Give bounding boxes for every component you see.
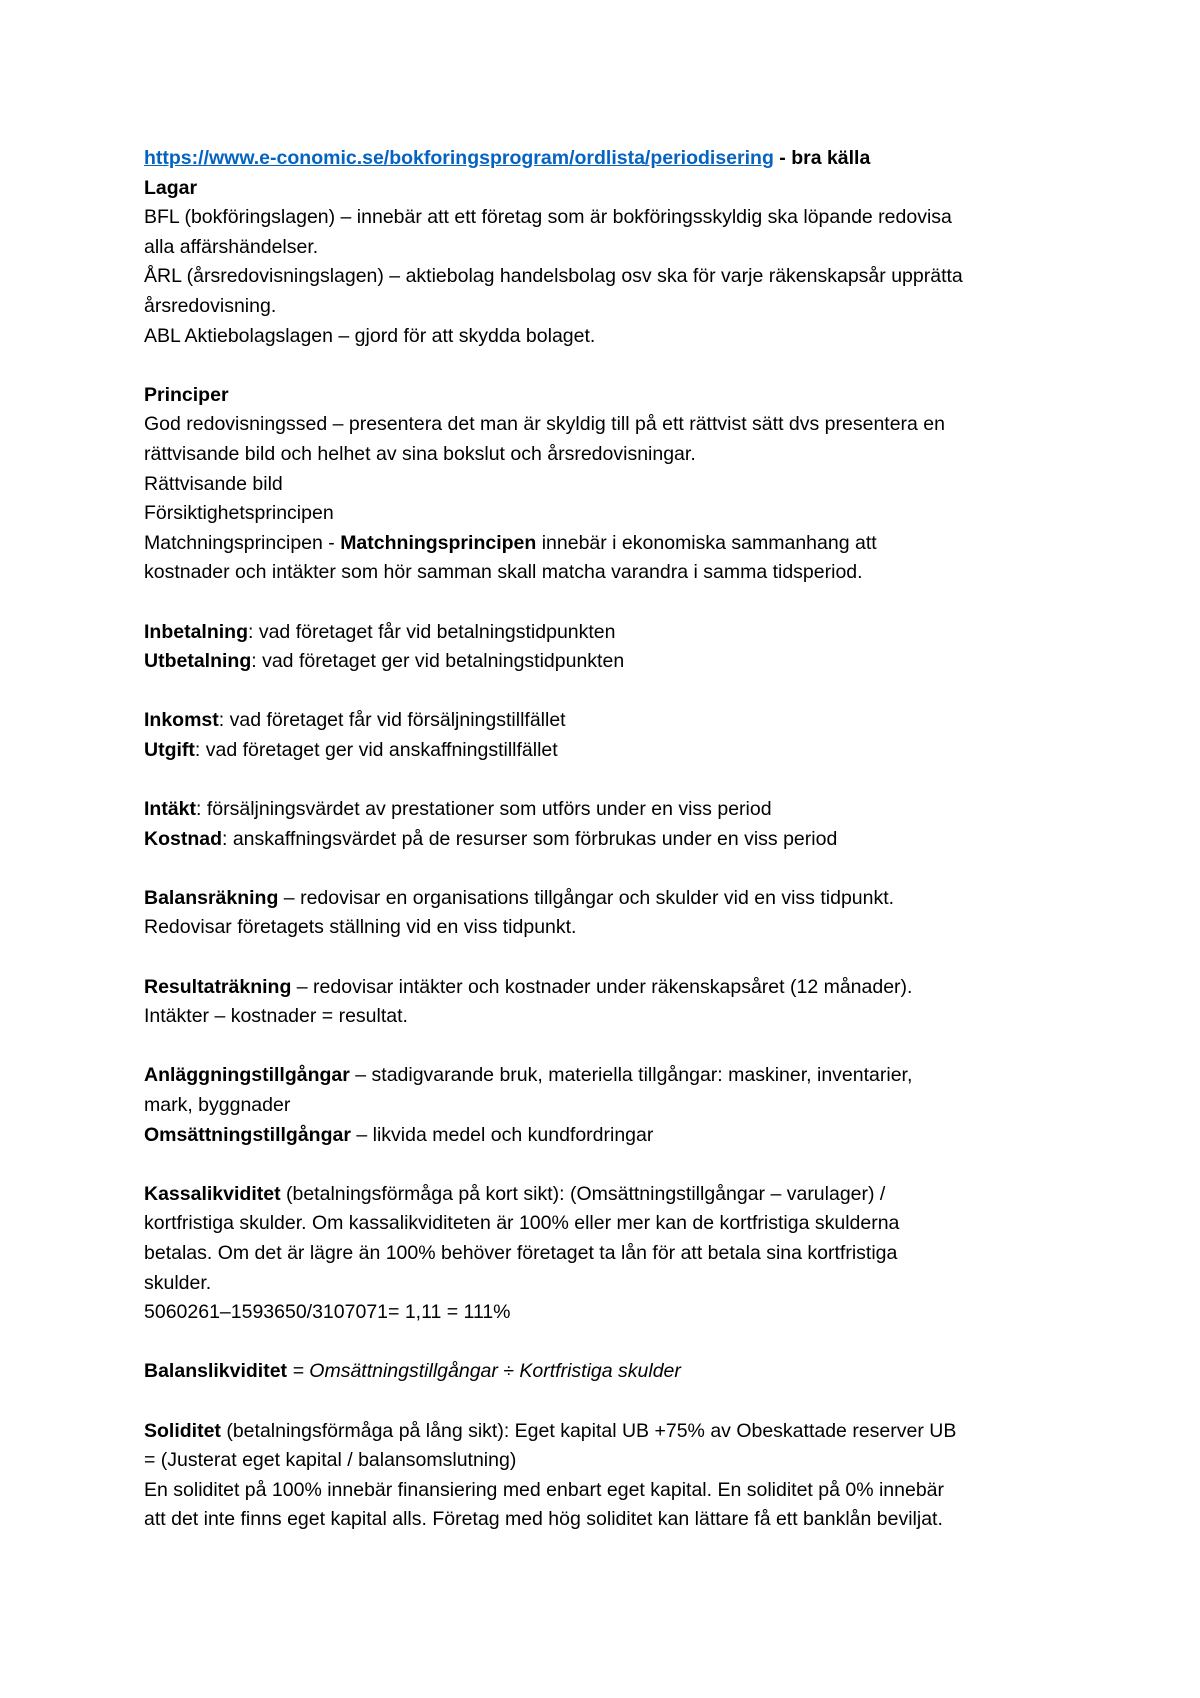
text-line: Intäkter – kostnader = resultat. — [144, 1005, 408, 1028]
matchning-prefix: Matchningsprincipen - — [144, 531, 341, 554]
definition-anlaggningstillgangar — [144, 1061, 1074, 1091]
spacer — [144, 677, 1074, 707]
heading-lagar: Lagar — [144, 176, 198, 199]
spacer — [144, 1032, 1074, 1062]
definition-utbetalning — [144, 647, 1074, 677]
document-page — [144, 144, 1074, 1535]
text-line: God redovisningssed – presentera det man är skyldig till på ett rättvist sätt dvs presentera en — [144, 413, 945, 436]
definition: : vad företaget får vid försäljningstillfället — [218, 709, 566, 732]
definition-inkomst — [144, 706, 1074, 736]
definition-utgift — [144, 736, 1074, 766]
text-line: skulder. — [144, 1271, 212, 1294]
term: Balansräkning — [144, 886, 279, 909]
definition-balansrakning — [144, 884, 1074, 914]
calculation-line: 5060261–1593650/3107071= 1,11 = 111% — [144, 1301, 511, 1324]
definition: : vad företaget ger vid betalningstidpunkten — [251, 650, 625, 673]
term: Inkomst — [144, 709, 219, 732]
spacer — [144, 1150, 1074, 1180]
heading-principer: Principer — [144, 383, 229, 406]
spacer — [144, 1328, 1074, 1358]
text-line: Försiktighetsprincipen — [144, 502, 334, 525]
term: Balanslikviditet — [144, 1360, 288, 1383]
term: Resultaträkning — [144, 975, 292, 998]
text-line: kostnader och intäkter som hör samman skall matcha varandra i samma tidsperiod. — [144, 561, 863, 584]
definition: (betalningsförmåga på lång sikt): Eget kapital UB +75% av Obeskattade reserver UB — [220, 1419, 957, 1442]
definition-kostnad — [144, 825, 1074, 855]
term: Inbetalning — [144, 620, 248, 643]
definition-kassalikviditet — [144, 1180, 1074, 1210]
term: Omsättningstillgångar — [144, 1123, 351, 1146]
text-line: ÅRL (årsredovisningslagen) – aktiebolag handelsbolag osv ska för varje räkenskapsår upprätta — [144, 265, 963, 288]
text-line: En soliditet på 100% innebär finansiering med enbart eget kapital. En soliditet på 0% innebär — [144, 1478, 945, 1501]
definition-omsattningstillgangar — [144, 1121, 1074, 1151]
text-line: alla affärshändelser. — [144, 235, 319, 258]
text-line: BFL (bokföringslagen) – innebär att ett företag som är bokföringsskyldig ska löpande redovisa — [144, 206, 952, 229]
spacer — [144, 588, 1074, 618]
spacer — [144, 854, 1074, 884]
definition-inbetalning — [144, 618, 1074, 648]
definition: : anskaffningsvärdet på de resurser som förbrukas under en viss period — [222, 827, 838, 850]
spacer — [144, 1387, 1074, 1417]
spacer — [144, 943, 1074, 973]
text-line: att det inte finns eget kapital alls. Företag med hög soliditet kan lättare få ett banklån beviljat. — [144, 1508, 943, 1531]
matchning-line — [144, 529, 1074, 559]
term: Soliditet — [144, 1419, 221, 1442]
matchning-def: innebär i ekonomiska sammanhang att — [536, 531, 877, 554]
definition: : försäljningsvärdet av prestationer som utförs under en viss period — [196, 798, 772, 821]
definition: – stadigvarande bruk, materiella tillgångar: maskiner, inventarier, — [349, 1064, 913, 1087]
text-line: rättvisande bild och helhet av sina bokslut och årsredovisningar. — [144, 442, 696, 465]
text-line: Redovisar företagets ställning vid en viss tidpunkt. — [144, 916, 577, 939]
definition: (betalningsförmåga på kort sikt): (Omsättningstillgångar – varulager) / — [280, 1182, 886, 1205]
term: Kostnad — [144, 827, 222, 850]
definition-resultatrakning — [144, 973, 1074, 1003]
text-line: kortfristiga skulder. Om kassalikviditeten är 100% eller mer kan de kortfristiga skulderna — [144, 1212, 900, 1235]
definition: : vad företaget får vid betalningstidpunkten — [248, 620, 616, 643]
text-line: mark, byggnader — [144, 1094, 291, 1116]
term: Utbetalning — [144, 650, 252, 673]
term: Anläggningstillgångar — [144, 1064, 350, 1087]
matchning-term: Matchningsprincipen — [340, 531, 537, 554]
source-suffix: - bra källa — [773, 147, 871, 169]
definition: – likvida medel och kundfordringar — [350, 1123, 654, 1146]
text-line: årsredovisning. — [144, 294, 277, 317]
text-line: betalas. Om det är lägre än 100% behöver företaget ta lån för att betala sina kortfristiga — [144, 1241, 898, 1264]
formula: = Omsättningstillgångar ÷ Kortfristiga skulder — [287, 1360, 681, 1383]
term: Intäkt — [144, 798, 197, 821]
text-line: Rättvisande bild — [144, 472, 283, 495]
source-line — [144, 144, 1074, 174]
definition: – redovisar en organisations tillgångar och skulder vid en viss tidpunkt. — [278, 886, 895, 909]
term: Kassalikviditet — [144, 1182, 281, 1205]
text-line: = (Justerat eget kapital / balansomslutning) — [144, 1449, 517, 1472]
definition-intakt — [144, 795, 1074, 825]
text-line: ABL Aktiebolagslagen – gjord för att skydda bolaget. — [144, 324, 596, 347]
source-link[interactable]: https://www.e-conomic.se/bokforingsprogram/ordlista/periodisering — [144, 147, 774, 169]
term: Utgift — [144, 738, 195, 761]
definition: – redovisar intäkter och kostnader under räkenskapsåret (12 månader). — [291, 975, 913, 998]
definition: : vad företaget ger vid anskaffningstillfället — [194, 738, 558, 761]
spacer — [144, 351, 1074, 381]
spacer — [144, 765, 1074, 795]
definition-soliditet — [144, 1417, 1074, 1447]
definition-balanslikviditet — [144, 1357, 1074, 1387]
